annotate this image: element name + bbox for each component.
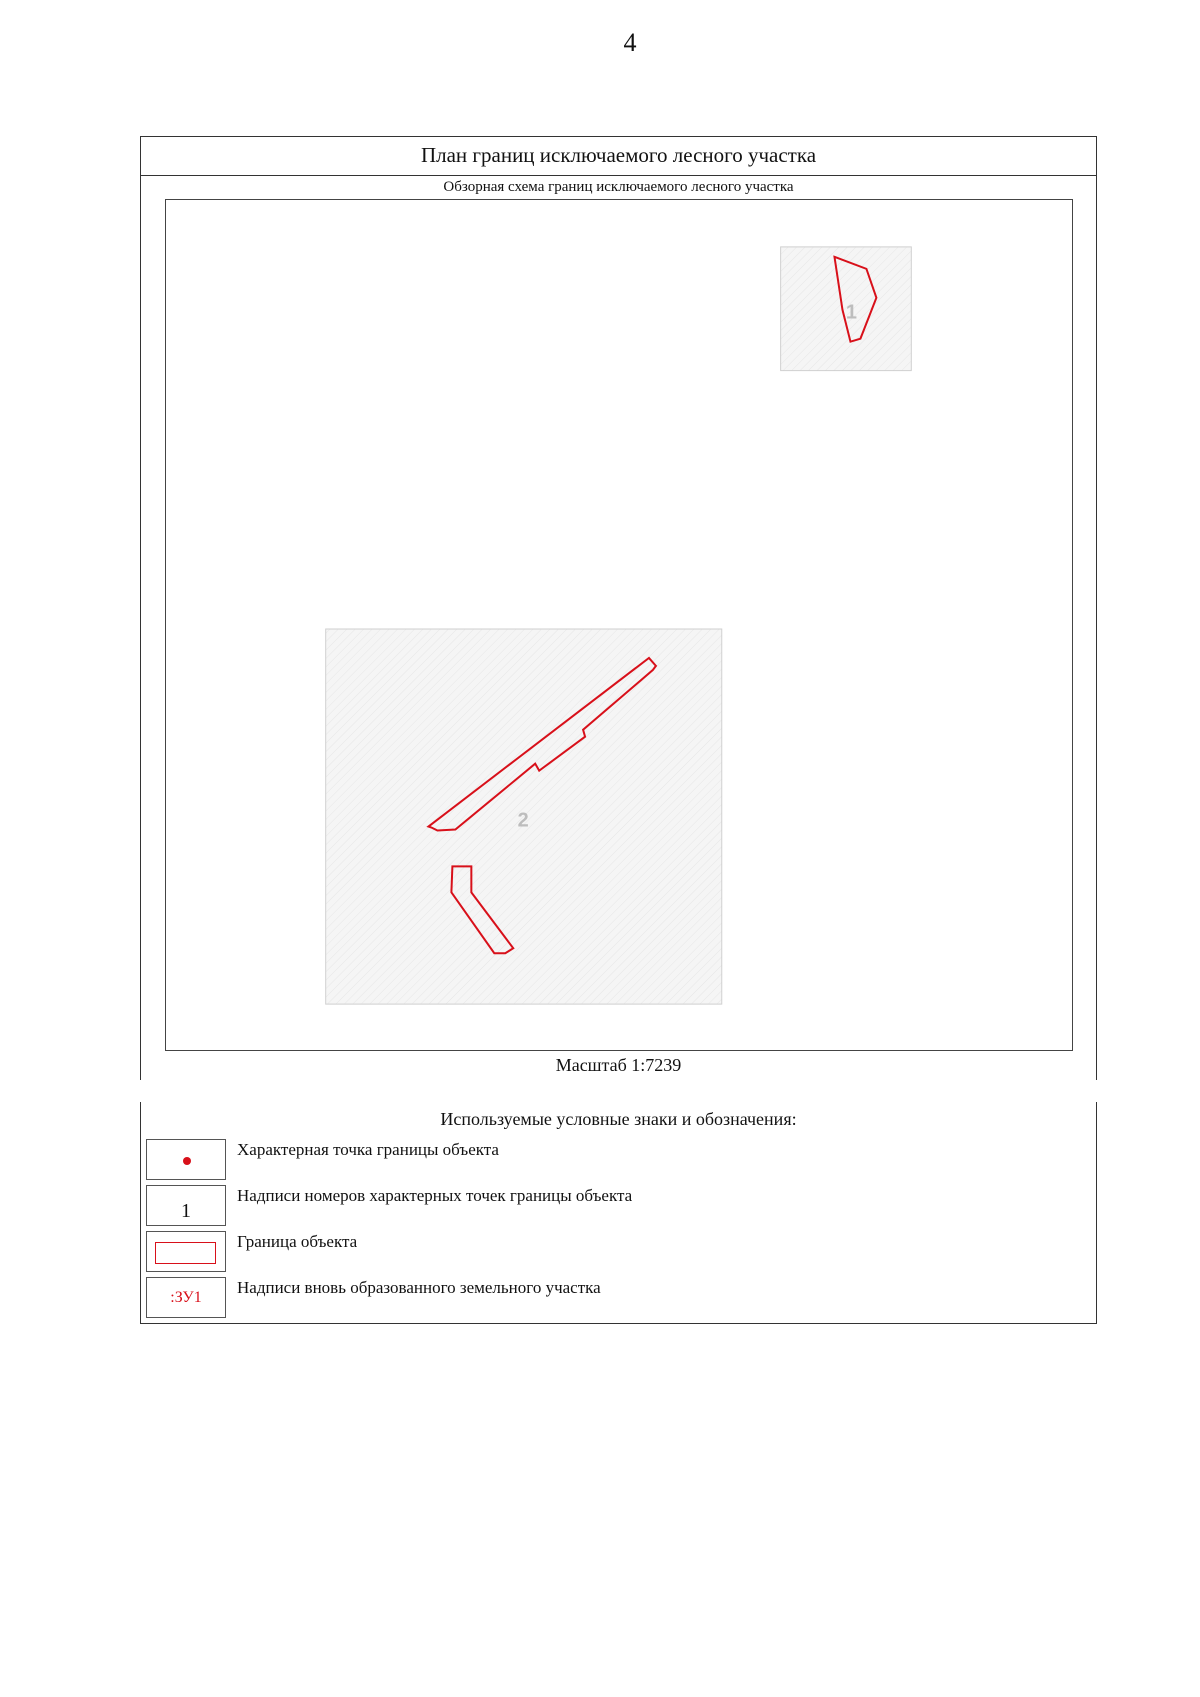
legend-item-label: Надписи вновь образованного земельного участка (237, 1278, 601, 1297)
overview-map[interactable] (165, 199, 1073, 1051)
area-1-label: 1 (845, 301, 857, 324)
red-dot-icon (183, 1157, 191, 1165)
plan-title: План границ исключаемого лесного участка (141, 137, 1096, 176)
scale-label: Масштаб 1:7239 (555, 1055, 682, 1075)
forest-area-2[interactable] (326, 629, 722, 1004)
legend-item-object-boundary (146, 1231, 1076, 1273)
legend-symbol-box (146, 1231, 226, 1272)
legend (140, 1102, 1097, 1324)
area-2-label: 2 (517, 809, 529, 832)
page-number: 4 (623, 28, 637, 57)
forest-area-1[interactable] (781, 247, 912, 371)
land-plot-label-sample: :ЗУ1 (170, 1289, 202, 1306)
legend-item-label: Надписи номеров характерных точек границы объекта (237, 1186, 633, 1205)
legend-item-label: Характерная точка границы объекта (237, 1140, 499, 1159)
legend-symbol-box (146, 1277, 226, 1318)
red-rectangle-icon (155, 1242, 216, 1264)
point-number-sample: 1 (181, 1200, 191, 1222)
legend-item-point-number (146, 1185, 1076, 1227)
legend-symbol-box (146, 1139, 226, 1180)
map-canvas (166, 200, 1072, 1050)
legend-item-land-plot-label (146, 1277, 1076, 1319)
boundary-plan (140, 136, 1097, 1080)
legend-symbol-box (146, 1185, 226, 1226)
legend-item-boundary-point (146, 1139, 1076, 1181)
legend-item-label: Граница объекта (237, 1232, 358, 1251)
overview-title: Обзорная схема границ исключаемого лесного участка (443, 179, 794, 195)
legend-title: Используемые условные знаки и обозначения: (440, 1109, 797, 1129)
